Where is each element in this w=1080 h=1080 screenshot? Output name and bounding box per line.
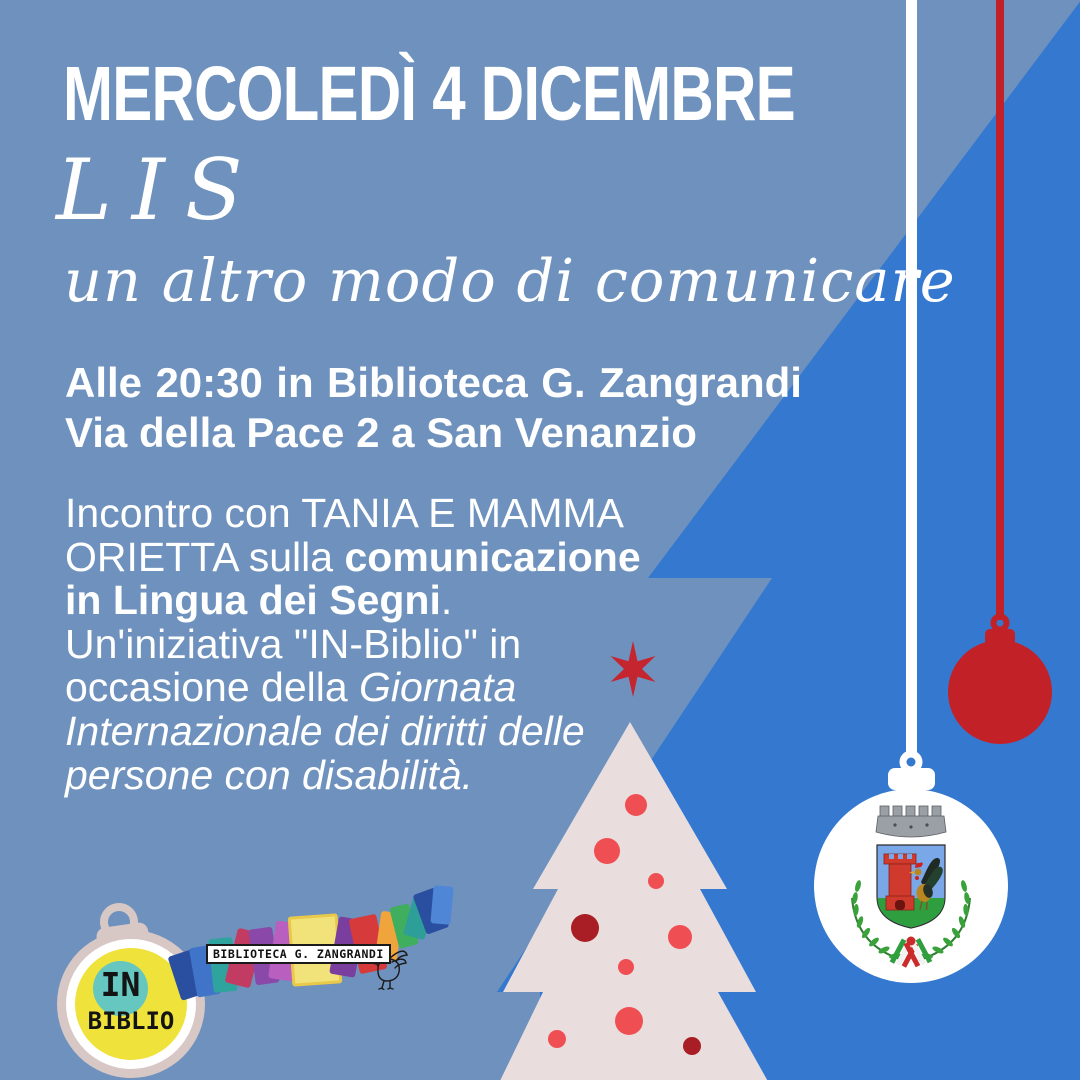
book-spine [430,885,453,925]
description-line: occasione della Giornata [65,664,517,711]
address-line-2: Via della Pace 2 a San Venanzio [65,409,697,456]
in-biblio-logo-text-bottom: BIBLIO [87,1007,175,1035]
address-line-1: Alle 20:30 in Biblioteca G. Zangrandi [65,359,802,406]
description-line: in Lingua dei Segni. [65,577,453,624]
description-line: Internazionale dei diritti delle [65,707,585,754]
event-description [65,492,641,797]
description-line: Incontro con TANIA E MAMMA [65,490,625,536]
poster-title: MERCOLEDÌ 4 DICEMBRE [63,51,795,137]
script-subtitle: un altro modo di comunicare [64,246,956,315]
library-name-label: BIBLIOTECA G. ZANGRANDI [206,944,391,964]
lis-script-heading: LIS [56,141,263,239]
description-line: Un'iniziativa "IN-Biblio" in [65,620,522,667]
description-line: ORIETTA sulla comunicazione [65,533,641,580]
description-line: persone con disabilità. [65,751,473,798]
event-address [65,358,802,458]
in-biblio-logo-text-top: IN [100,965,141,1004]
